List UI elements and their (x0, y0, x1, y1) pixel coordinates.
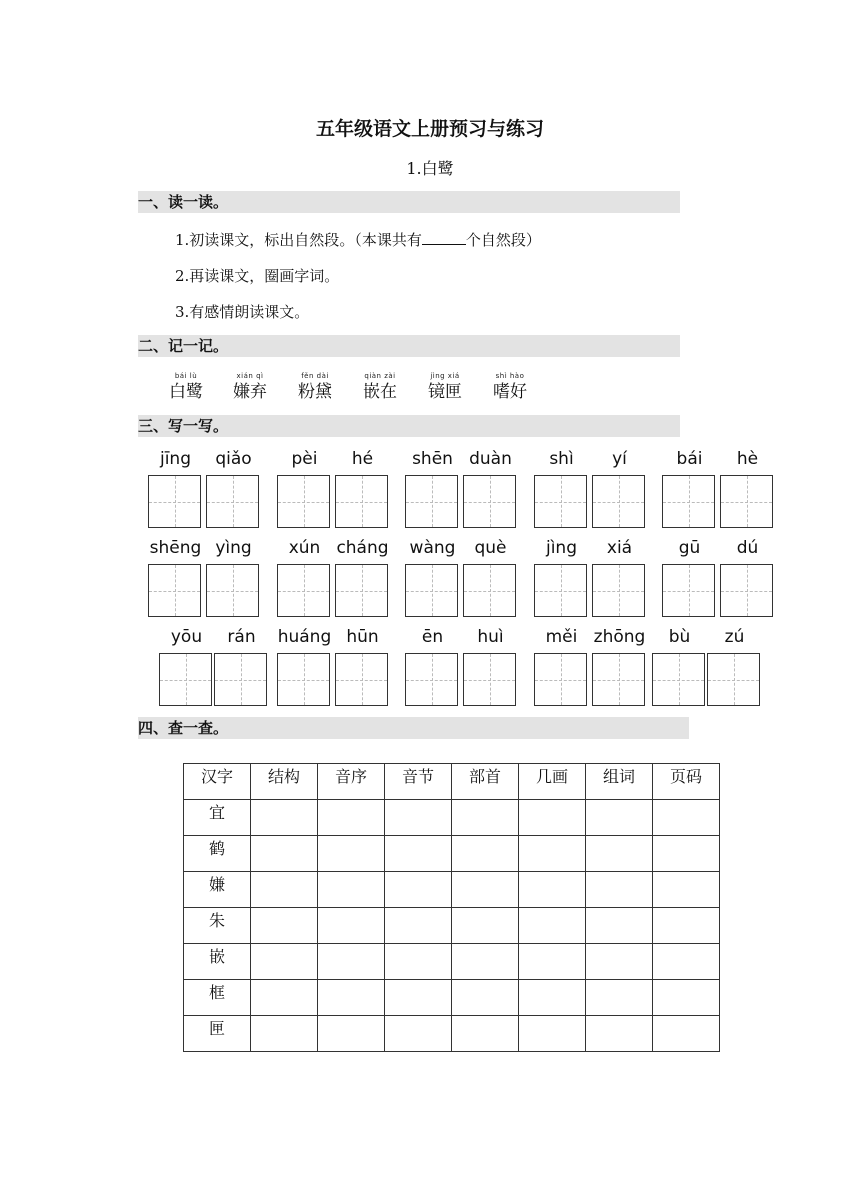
answer-cell[interactable] (519, 800, 586, 836)
pinyin-label: cháng (336, 538, 389, 558)
pinyin-writing-pair (405, 627, 519, 649)
answer-cell[interactable] (452, 836, 519, 872)
pinyin-label: shì (549, 449, 574, 469)
pinyin-label: gū (678, 538, 701, 558)
pinyin-label: rán (227, 627, 256, 647)
pinyin-writing-pair (662, 538, 776, 560)
char-cell: 鹤 (184, 836, 251, 872)
answer-cell[interactable] (586, 944, 653, 980)
table-row (184, 1016, 720, 1052)
section-2-label: 二、记一记。 (138, 337, 229, 355)
tianzige-box[interactable] (463, 653, 516, 706)
answer-cell[interactable] (452, 980, 519, 1016)
answer-cell[interactable] (318, 980, 385, 1016)
pinyin-writing-pair (662, 449, 776, 471)
fill-blank[interactable] (422, 230, 466, 245)
answer-cell[interactable] (519, 908, 586, 944)
pinyin-label: dú (736, 538, 759, 558)
tianzige-box[interactable] (720, 475, 773, 528)
tianzige-box[interactable] (534, 653, 587, 706)
tianzige-box[interactable] (277, 564, 330, 617)
pinyin-label: huì (477, 627, 504, 647)
vocab-word: jìng xiá 镜匣 (428, 372, 462, 402)
answer-cell[interactable] (318, 1016, 385, 1052)
pinyin-writing-pair (148, 449, 262, 471)
answer-cell[interactable] (318, 944, 385, 980)
pinyin-label: hé (351, 449, 374, 469)
table-header-cell: 音节 (385, 764, 452, 800)
char-cell: 嵌 (184, 944, 251, 980)
table-row (184, 872, 720, 908)
pinyin-label: huáng (277, 627, 332, 647)
pinyin-label: duàn (469, 449, 512, 469)
answer-cell[interactable] (385, 1016, 452, 1052)
exercise-1-3: 3.有感情朗读课文。 (175, 303, 310, 321)
pinyin-writing-pair (534, 627, 648, 649)
table-row (184, 908, 720, 944)
answer-cell[interactable] (586, 836, 653, 872)
answer-cell[interactable] (251, 800, 318, 836)
table-header-cell: 汉字 (184, 764, 251, 800)
pinyin-writing-pair (277, 538, 391, 560)
answer-cell[interactable] (385, 836, 452, 872)
pinyin-writing-pair (534, 538, 648, 560)
tianzige-box[interactable] (405, 653, 458, 706)
table-header-cell: 部首 (452, 764, 519, 800)
section-3-label: 三、写一写。 (138, 417, 229, 435)
answer-cell[interactable] (519, 836, 586, 872)
char-cell: 宜 (184, 800, 251, 836)
vocab-word: shì hào 嗜好 (493, 372, 527, 402)
pinyin-label: zú (724, 627, 745, 647)
pinyin-writing-pair (652, 627, 766, 649)
pinyin-label: bù (668, 627, 691, 647)
tianzige-box[interactable] (652, 653, 705, 706)
answer-cell[interactable] (385, 800, 452, 836)
pinyin-label: xún (288, 538, 321, 558)
pinyin-label: jīng (159, 449, 191, 469)
answer-cell[interactable] (385, 872, 452, 908)
pinyin-label: hè (736, 449, 759, 469)
answer-cell[interactable] (452, 908, 519, 944)
vocab-word: qiàn zài 嵌在 (363, 372, 397, 402)
pinyin-writing-pair (534, 449, 648, 471)
char-cell: 朱 (184, 908, 251, 944)
pinyin-label: yìng (215, 538, 252, 558)
answer-cell[interactable] (653, 800, 720, 836)
answer-cell[interactable] (519, 872, 586, 908)
section-2-header (138, 335, 680, 357)
answer-cell[interactable] (318, 872, 385, 908)
pinyin-label: jìng (545, 538, 577, 558)
answer-cell[interactable] (519, 1016, 586, 1052)
pinyin-label: xiá (606, 538, 633, 558)
answer-cell[interactable] (251, 980, 318, 1016)
table-row (184, 980, 720, 1016)
pinyin-writing-pair (159, 627, 273, 649)
answer-cell[interactable] (653, 872, 720, 908)
tianzige-box[interactable] (214, 653, 267, 706)
exercise-1-1-tail: 个自然段） (465, 231, 541, 249)
tianzige-box[interactable] (335, 564, 388, 617)
tianzige-box[interactable] (662, 564, 715, 617)
table-row (184, 836, 720, 872)
answer-cell[interactable] (653, 836, 720, 872)
pinyin-label: bái (676, 449, 703, 469)
answer-cell[interactable] (251, 944, 318, 980)
answer-cell[interactable] (519, 944, 586, 980)
pinyin-writing-pair (148, 538, 262, 560)
tianzige-box[interactable] (206, 475, 259, 528)
tianzige-box[interactable] (335, 475, 388, 528)
tianzige-box[interactable] (720, 564, 773, 617)
answer-cell[interactable] (385, 980, 452, 1016)
answer-cell[interactable] (653, 908, 720, 944)
tianzige-box[interactable] (707, 653, 760, 706)
answer-cell[interactable] (251, 1016, 318, 1052)
tianzige-box[interactable] (662, 475, 715, 528)
tianzige-box[interactable] (463, 475, 516, 528)
exercise-1-2: 2.再读课文，圈画字词。 (175, 267, 340, 285)
vocab-word: xián qì 嫌弃 (233, 372, 267, 402)
section-1-label: 一、读一读。 (138, 193, 229, 211)
answer-cell[interactable] (385, 944, 452, 980)
answer-cell[interactable] (586, 800, 653, 836)
pinyin-label: pèi (291, 449, 318, 469)
tianzige-box[interactable] (592, 475, 645, 528)
pinyin-writing-pair (405, 538, 519, 560)
answer-cell[interactable] (452, 872, 519, 908)
pinyin-label: měi (545, 627, 578, 647)
answer-cell[interactable] (251, 872, 318, 908)
char-cell: 匣 (184, 1016, 251, 1052)
tianzige-box[interactable] (534, 564, 587, 617)
table-header-cell: 页码 (653, 764, 720, 800)
tianzige-box[interactable] (206, 564, 259, 617)
table-row (184, 800, 720, 836)
page-title: 五年级语文上册预习与练习 (315, 118, 544, 140)
answer-cell[interactable] (653, 1016, 720, 1052)
answer-cell[interactable] (452, 800, 519, 836)
answer-cell[interactable] (452, 1016, 519, 1052)
char-cell: 嫌 (184, 872, 251, 908)
answer-cell[interactable] (653, 980, 720, 1016)
tianzige-box[interactable] (592, 564, 645, 617)
tianzige-box[interactable] (148, 475, 201, 528)
lookup-table (183, 763, 720, 1052)
pinyin-label: shēn (412, 449, 453, 469)
answer-cell[interactable] (586, 872, 653, 908)
vocab-word: bái lù 白鹭 (169, 372, 203, 402)
answer-cell[interactable] (452, 944, 519, 980)
char-cell: 框 (184, 980, 251, 1016)
pinyin-writing-pair (277, 449, 391, 471)
pinyin-label: yōu (170, 627, 203, 647)
table-header-cell: 音序 (318, 764, 385, 800)
lesson-title: 1.白鹭 (406, 159, 454, 178)
pinyin-label: qiǎo (215, 449, 252, 469)
answer-cell[interactable] (318, 836, 385, 872)
section-4-header (138, 717, 689, 739)
answer-cell[interactable] (318, 908, 385, 944)
table-header-cell: 组词 (586, 764, 653, 800)
answer-cell[interactable] (251, 908, 318, 944)
answer-cell[interactable] (586, 980, 653, 1016)
tianzige-box[interactable] (463, 564, 516, 617)
pinyin-label: yí (612, 449, 627, 469)
tianzige-box[interactable] (277, 475, 330, 528)
answer-cell[interactable] (586, 1016, 653, 1052)
pinyin-writing-pair (277, 627, 391, 649)
tianzige-box[interactable] (277, 653, 330, 706)
pinyin-label: què (474, 538, 507, 558)
pinyin-label: shēng (149, 538, 202, 558)
exercise-1-1 (175, 229, 541, 250)
tianzige-box[interactable] (159, 653, 212, 706)
pinyin-label: ēn (421, 627, 444, 647)
section-3-header (138, 415, 680, 437)
table-row (184, 944, 720, 980)
answer-cell[interactable] (586, 908, 653, 944)
answer-cell[interactable] (251, 836, 318, 872)
tianzige-box[interactable] (405, 475, 458, 528)
table-header-cell: 结构 (251, 764, 318, 800)
tianzige-box[interactable] (405, 564, 458, 617)
tianzige-box[interactable] (335, 653, 388, 706)
pinyin-label: hūn (346, 627, 379, 647)
table-header-cell: 几画 (519, 764, 586, 800)
table-header-row (184, 764, 720, 800)
vocab-word: fěn dài 粉黛 (298, 372, 332, 402)
section-1-header (138, 191, 680, 213)
pinyin-label: zhōng (593, 627, 646, 647)
tianzige-box[interactable] (534, 475, 587, 528)
pinyin-label: wàng (409, 538, 456, 558)
tianzige-box[interactable] (592, 653, 645, 706)
answer-cell[interactable] (653, 944, 720, 980)
answer-cell[interactable] (318, 800, 385, 836)
answer-cell[interactable] (385, 908, 452, 944)
tianzige-box[interactable] (148, 564, 201, 617)
section-4-label: 四、查一查。 (138, 719, 229, 737)
answer-cell[interactable] (519, 980, 586, 1016)
exercise-1-1-text: 1.初读课文，标出自然段。（本课共有 (175, 231, 422, 249)
pinyin-writing-pair (405, 449, 519, 471)
